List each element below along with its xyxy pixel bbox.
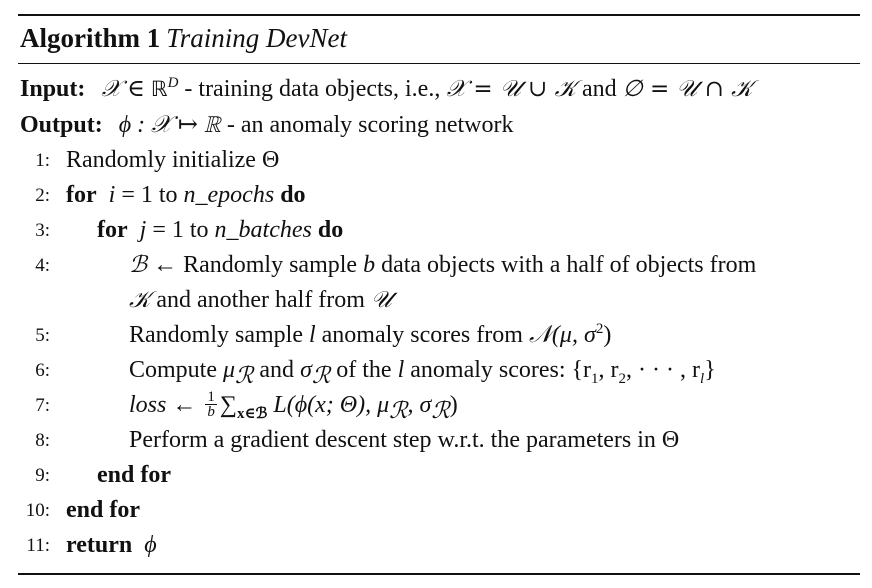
step-5 (129, 318, 611, 352)
output-keyword: Output: (20, 112, 103, 138)
end-for-outer: end for (66, 497, 140, 523)
input-set-symbol: 𝒳 (101, 76, 122, 102)
loss-close: ) (449, 392, 458, 418)
step-4-line-a (129, 248, 756, 282)
step-6 (129, 353, 716, 387)
step-8-text: Perform a gradient descent step w.r.t. the parameters in Θ (129, 427, 680, 453)
step-6-mid-1: , r (598, 357, 619, 383)
input-dimension: D (167, 75, 179, 91)
mu-subscript: ℛ (389, 397, 408, 424)
step-6-text-c: anomaly scores: {r (410, 357, 592, 383)
step-2 (66, 178, 306, 212)
fraction-numerator: 1 (207, 388, 215, 405)
step-1-text: Randomly initialize Θ (66, 147, 280, 173)
assign-arrow: ← (153, 252, 178, 278)
fraction-one-over-b (205, 390, 217, 419)
mu-symbol: μ (223, 357, 236, 383)
line-number-4: 4: (35, 255, 50, 276)
step-5-text-a: Randomly sample (129, 322, 303, 348)
output-math: ϕ : 𝒳 ↦ ℝ (118, 112, 221, 138)
input-keyword: Input: (20, 76, 86, 102)
set-u-symbol: 𝒰 (370, 287, 392, 313)
step-6-text-a: Compute (129, 357, 217, 383)
input-intersection-math: ∅ = 𝒰 ∩ 𝒦 (622, 76, 753, 102)
fraction-denominator: b (207, 403, 215, 420)
r-subscript-2: 2 (618, 370, 627, 387)
sum-symbol: ∑ (219, 392, 237, 418)
input-in-symbol: ∈ (127, 76, 145, 102)
for-keyword: for (97, 217, 128, 243)
loss-sigma: , σ (407, 392, 432, 418)
loop-var-i: i (108, 182, 116, 208)
batch-size-b: b (363, 252, 376, 278)
sum-subscript: x∈ℬ (236, 405, 268, 422)
input-union-math: 𝒳 = 𝒰 ∪ 𝒦 (446, 76, 576, 102)
set-k-symbol: 𝒦 (129, 287, 151, 313)
step-4-text-c: and another half from (156, 287, 365, 313)
end-for-inner: end for (97, 462, 171, 488)
mu-subscript: ℛ (235, 362, 254, 389)
loss-body: L(ϕ(x; Θ), μ (273, 392, 390, 418)
step-5-text-b: anomaly scores from (321, 322, 523, 348)
step-6-text-b: of the (336, 357, 392, 383)
line-number-5: 5: (35, 325, 50, 346)
input-and: and (581, 76, 617, 102)
normal-dist: 𝒩(μ, σ (528, 322, 596, 348)
line-number-1: 1: (35, 150, 50, 171)
output-line (20, 108, 513, 142)
bottom-rule (18, 573, 860, 575)
input-reals-symbol: ℝ (150, 77, 168, 101)
return-value: ϕ (144, 532, 157, 558)
line-number-11: 11: (26, 535, 50, 556)
r-subscript-l: l (700, 370, 705, 387)
loss-variable: loss (129, 392, 167, 418)
input-line (20, 72, 753, 106)
sigma-symbol: σ (300, 357, 312, 383)
line-number-6: 6: (35, 360, 50, 381)
assign-arrow: ← (172, 392, 197, 418)
score-count-l: l (397, 357, 405, 383)
line-number-3: 3: (35, 220, 50, 241)
input-description: - training data objects, i.e., (184, 76, 441, 102)
step-6-mid-2: , · · · , r (626, 357, 701, 383)
for-keyword: for (66, 182, 97, 208)
loop-var-j: j (139, 217, 147, 243)
do-keyword: do (280, 182, 306, 208)
loop-limit-epochs: n_epochs (183, 182, 275, 208)
line-number-2: 2: (35, 185, 50, 206)
step-4-line-b (129, 283, 392, 317)
top-rule (18, 14, 860, 16)
variance-exponent: 2 (595, 321, 604, 337)
step-3 (97, 213, 343, 247)
loop-limit-batches: n_batches (214, 217, 312, 243)
batch-symbol: ℬ (129, 252, 148, 278)
title-divider (18, 63, 860, 64)
do-keyword: do (317, 217, 344, 243)
range-start: = 1 to (152, 217, 209, 243)
step-7 (129, 388, 458, 422)
step-4-text-b: data objects with a half of objects from (381, 252, 757, 278)
range-start: = 1 to (121, 182, 178, 208)
dist-close: ) (603, 322, 612, 348)
step-11 (66, 528, 157, 562)
line-number-8: 8: (35, 430, 50, 451)
step-6-close: } (704, 357, 716, 383)
sigma-subscript: ℛ (311, 362, 331, 389)
line-number-7: 7: (35, 395, 50, 416)
sigma-subscript: ℛ (431, 397, 450, 424)
algorithm-label: Algorithm 1 (20, 23, 161, 53)
sample-count-l: l (308, 322, 316, 348)
algorithm-title (20, 20, 347, 56)
step-4-text-a: Randomly sample (183, 252, 358, 278)
output-description: - an anomaly scoring network (226, 112, 514, 138)
algorithm-name: Training DevNet (166, 23, 347, 53)
r-subscript-1: 1 (591, 370, 599, 387)
line-number-10: 10: (25, 500, 50, 521)
return-keyword: return (66, 532, 133, 558)
line-number-9: 9: (35, 465, 50, 486)
step-6-and: and (259, 357, 295, 383)
